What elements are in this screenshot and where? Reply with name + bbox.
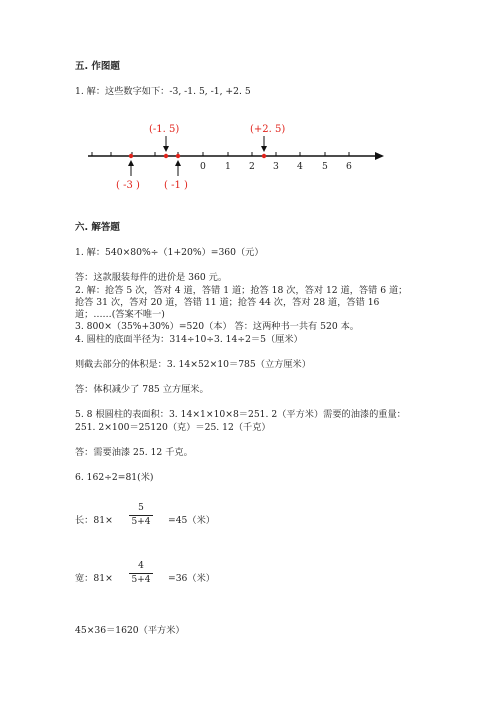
tick-label-0: 0 — [200, 161, 206, 172]
section-5-title: 五. 作图题 — [75, 61, 120, 72]
text-line: 答：需要油漆 25. 12 千克。 — [75, 447, 193, 458]
tick-label-2: 2 — [249, 161, 255, 172]
point-neg1-5 — [164, 154, 168, 158]
text-line: 答：体积减少了 785 立方厘米。 — [75, 384, 209, 395]
fraction-denominator: 5+4 — [131, 517, 151, 527]
tick-label-1: 1 — [225, 161, 231, 172]
text-line: 答：这款服装每件的进价是 360 元。 — [75, 272, 228, 283]
length-fraction — [129, 503, 153, 528]
text-line: 6. 162÷2=81(米) — [75, 472, 154, 483]
text-line: 5. 8 根圆柱的表面积：3. 14×1×10×8＝251. 2（平方米）需要的油漆的重量： — [75, 409, 406, 420]
label-neg3: ( -3 ) — [116, 180, 140, 191]
fraction-denominator: 5+4 — [131, 575, 151, 585]
point-pos2-5 — [262, 154, 266, 158]
text-line: 2. 解：抢答 5 次，答对 4 道，答错 1 道；抢答 18 次，答对 12 道，答错 6 道； — [75, 285, 408, 296]
answer-line: 1. 解：这些数字如下：-3, -1. 5, -1, +2. 5 — [75, 86, 251, 97]
text-line: 道；……(答案不唯一) — [75, 309, 165, 320]
area-line: 45×36＝1620（平方米） — [75, 625, 185, 636]
arrow-head — [375, 152, 384, 160]
text-line: 251. 2×100＝25120（克）＝25. 12（千克） — [75, 422, 271, 433]
point-neg3 — [129, 154, 133, 158]
section-6-title: 六. 解答题 — [75, 222, 120, 233]
label-pos2-5: (+2. 5) — [250, 124, 286, 135]
point-neg1 — [176, 154, 180, 158]
length-prefix: 长：81× — [75, 515, 113, 526]
text-line: 1. 解：540×80%÷（1+20%）=360（元） — [75, 247, 264, 258]
number-line — [0, 0, 500, 220]
fraction-numerator: 4 — [138, 561, 144, 571]
tick-label-6: 6 — [346, 161, 352, 172]
width-fraction — [129, 561, 153, 586]
fraction-numerator: 5 — [138, 503, 144, 513]
width-result: =36（米） — [168, 573, 215, 584]
label-neg1-5: (-1. 5) — [149, 124, 180, 135]
tick-label-4: 4 — [297, 161, 303, 172]
text-line: 4. 圆柱的底面半径为：314÷10÷3. 14÷2＝5（厘米） — [75, 334, 303, 345]
length-result: =45（米） — [168, 515, 215, 526]
text-line: 则截去部分的体积是：3. 14×52×10＝785（立方厘米） — [75, 359, 311, 370]
tick-label-3: 3 — [273, 161, 279, 172]
text-line: 3. 800×（35%+30%）=520（本） 答：这两种书一共有 520 本。 — [75, 321, 359, 332]
label-neg1: ( -1 ) — [164, 180, 188, 191]
text-line: 抢答 31 次，答对 20 道，答错 11 道；抢答 44 次，答对 28 道，答错 16 — [75, 297, 380, 308]
tick-label-5: 5 — [322, 161, 328, 172]
width-prefix: 宽：81× — [75, 573, 113, 584]
